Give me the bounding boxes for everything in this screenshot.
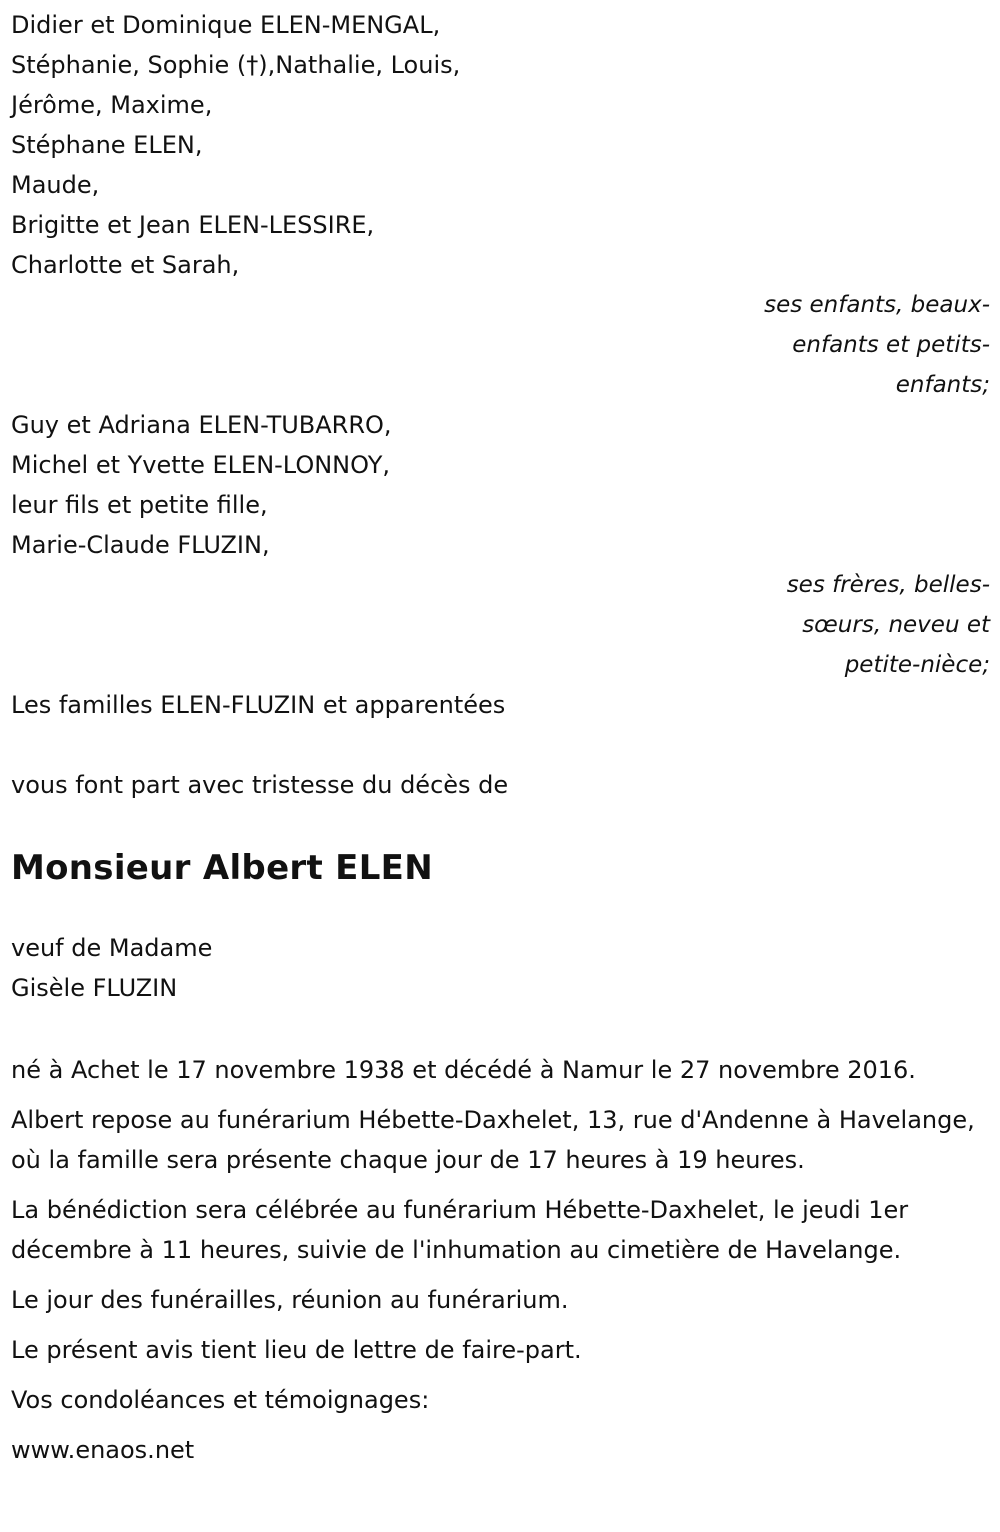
children-list xyxy=(11,5,990,285)
children-relation: ses enfants, beaux-enfants et petits-enfants; xyxy=(764,292,990,398)
families-line: Les familles ELEN-FLUZIN et apparentées xyxy=(11,691,506,719)
widower-line: Gisèle FLUZIN xyxy=(11,974,178,1002)
siblings-relation: ses frères, belles-sœurs, neveu et petite-nièce; xyxy=(786,572,990,678)
announcement-line: vous font part avec tristesse du décès de xyxy=(11,771,509,799)
family-line: Marie-Claude FLUZIN, xyxy=(11,531,270,559)
obituary-notice xyxy=(0,5,1000,1532)
gathering-paragraph: Le jour des funérailles, réunion au funérarium. xyxy=(11,1286,569,1314)
family-line: leur fils et petite fille, xyxy=(11,491,268,519)
family-line: Maude, xyxy=(11,171,100,199)
ceremony-paragraph: La bénédiction sera célébrée au funérarium Hébette-Daxhelet, le jeudi 1er décembre à 11 heures, suivie de l'inhumation au cimetière de Havelange. xyxy=(11,1196,909,1264)
family-line: Jérôme, Maxime, xyxy=(11,91,213,119)
siblings-list xyxy=(11,405,990,565)
family-line: Stéphanie, Sophie (†),Nathalie, Louis, xyxy=(11,51,461,79)
details-block xyxy=(11,1050,990,1470)
family-line: Stéphane ELEN, xyxy=(11,131,203,159)
family-line: Michel et Yvette ELEN-LONNOY, xyxy=(11,451,390,479)
notice-paragraph: Le présent avis tient lieu de lettre de faire-part. xyxy=(11,1336,582,1364)
widower-block xyxy=(11,928,990,1008)
family-line: Charlotte et Sarah, xyxy=(11,251,240,279)
family-line: Guy et Adriana ELEN-TUBARRO, xyxy=(11,411,392,439)
website-link[interactable]: www.enaos.net xyxy=(11,1436,195,1464)
family-line: Didier et Dominique ELEN-MENGAL, xyxy=(11,11,441,39)
family-line: Brigitte et Jean ELEN-LESSIRE, xyxy=(11,211,375,239)
birth-death-paragraph: né à Achet le 17 novembre 1938 et décédé à Namur le 27 novembre 2016. xyxy=(11,1056,916,1084)
widower-line: veuf de Madame xyxy=(11,934,213,962)
condolences-paragraph: Vos condoléances et témoignages: xyxy=(11,1386,430,1414)
deceased-name: Monsieur Albert ELEN xyxy=(11,848,433,888)
repose-paragraph: Albert repose au funérarium Hébette-Daxhelet, 13, rue d'Andenne à Havelange, où la famille sera présente chaque jour de 17 heures à 19 heures. xyxy=(11,1106,975,1174)
